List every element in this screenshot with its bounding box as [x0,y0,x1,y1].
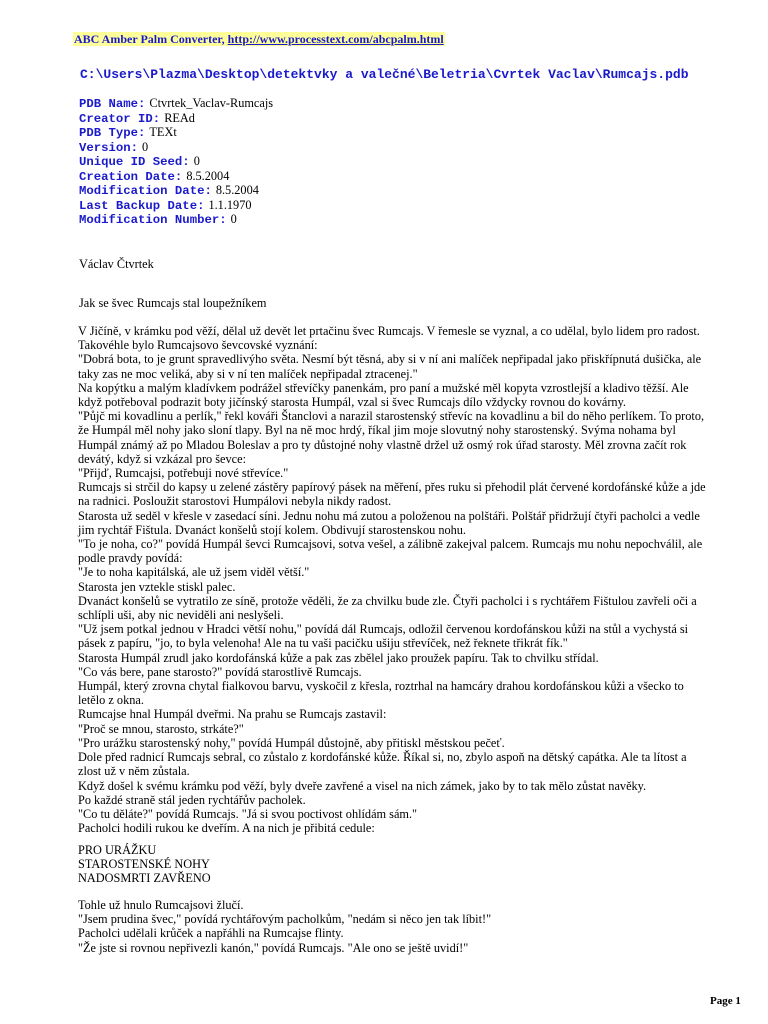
body-paragraph: Po každé straně stál jeden rychtářův pacholek. [78,792,306,807]
body-paragraph: Starosta Humpál zrudl jako kordofánská kůže a pak zas zbělel jako proužek papíru. Tak to chvilku střídal. [78,650,599,665]
metadata-label: Creation Date: [79,169,183,184]
metadata-row [79,183,273,198]
metadata-row [79,111,273,126]
body-paragraph: "Proč se mnou, starosto, strkáte?" [78,721,244,736]
metadata-row [79,125,273,140]
converter-banner [73,32,445,46]
metadata-label: Modification Date: [79,184,212,198]
body-paragraph: "Půjč mi kovadlinu a perlík," řekl kováři Štanclovi a narazil starostenský střevíc na kovadlinu a bil do něho perlíkem. To proto, že Humpál měl nohy jako sloní tlapy. Byl na ně moc hrdý, říkal jim moje slovutný nohy starostenský. Svýma nohama byl Humpál známý až po Mladou Boleslav a pro ty důstojné nohy vlastně držel už osmý rok úřad starosty. Měl zrovna začít rok devátý, když si vzkázal pro ševce: [78,409,705,466]
body-paragraph: "Už jsem potkal jednou v Hradci větší nohu," povídá dál Rumcajs, odložil červenou kordofánskou kůži na stůl a vychystá si pásek z papíru, "jo, to byla velenoha! Ale na tu vaši pacičku ušiju střevíček, než řeknete třikrát fík." [78,622,689,651]
metadata-label: Unique ID Seed: [79,155,190,169]
body-paragraph: "Dobrá bota, to je grunt spravedlivýho světa. Nesmí být těsná, aby si v ní ani malíček nepřipadal jako přiskřípnutá dušička, ale taky zas ne moc veliká, aby si v ní ten malíček nepřipadal ztracenej." [78,352,702,381]
body-paragraph: Rumcajs si strčil do kapsy u zelené zástěry papírový pásek na měření, přes ruku si přehodil plát červené kordofánské kůže a jde na radnici. Posloužit starostovi Humpálovi nebyla nikdy radost. [78,480,706,509]
converter-name: ABC Amber Palm Converter, [74,32,228,46]
metadata-value: Ctvrtek_Vaclav-Rumcajs [149,96,274,110]
body-paragraph: "Pro urážku starostenský nohy," povídá Humpál důstojně, aby přitiskl městskou pečeť. [78,735,505,750]
body-paragraph: Starosta už seděl v křesle v zasedací síni. Jednu nohu má zutou a položenou na polštáři. Polštář přidržují čtyři pacholci a vedle jim rychtář Fištula. Dvanáct konšelů stojí kolem. Obdivují starostenskou nohu. [78,508,700,537]
story-body [78,324,708,835]
file-path: C:\Users\Plazma\Desktop\detektvky a valečné\Beletria\Cvrtek Vaclav\Rumcajs.pdb [80,67,689,82]
body-paragraph: Takovéhle bylo Rumcajsovo ševcovské vyznání: [78,338,318,353]
pdb-metadata [79,96,273,227]
sign-line: STAROSTENSKÉ NOHY [78,857,210,871]
converter-link[interactable]: http://www.processtext.com/abcpalm.html [227,32,444,46]
body-paragraph: "To je noha, co?" povídá Humpál ševci Rumcajsovi, sotva vešel, a zálibně zakejval palcem. Rumcajs mu nohu nepochválil, ale podle pravdy povídá: [78,537,703,566]
body-paragraph: Humpál, který zrovna chytal fialkovou barvu, vyskočil z křesla, roztrhal na hamcáry drahou kordofánskou kůži a všecko to letělo z okna. [78,679,684,708]
metadata-label: PDB Name: [79,97,146,111]
metadata-row [79,198,273,213]
sign-line: NADOSMRTI ZAVŘENO [78,871,211,885]
body-paragraph: Na kopýtku a malým kladívkem podrážel střevíčky panenkám, pro paní a mužské měl kopyta vzrostlejší a kladivo těžší. Ale když potřeboval podrazit boty jičínský starosta Humpál, vzal si švec Rumcajs dílo vždycky rovnou do kovárny. [78,380,689,410]
body-paragraph: "Je to noha kapitálská, ale už jsem viděl větší." [78,565,310,580]
metadata-label: Modification Number: [79,213,227,227]
metadata-row [79,212,273,227]
sign-line: PRO URÁŽKU [78,843,157,857]
metadata-row [79,140,273,155]
body-paragraph: "Že jste si rovnou nepřivezli kanón," povídá Rumcajs. "Ale ono se ještě uvidí!" [78,940,469,955]
metadata-row [79,169,273,184]
metadata-value: REAd [164,110,195,125]
story-title: Jak se švec Rumcajs stal loupežníkem [79,296,267,310]
body-paragraph: Rumcajse hnal Humpál dveřmi. Na prahu se Rumcajs zastavil: [78,707,387,722]
metadata-value: 1.1.1970 [208,197,252,212]
metadata-label: PDB Type: [79,126,146,140]
body-paragraph: Pacholci hodili rukou ke dveřím. A na nich je přibitá cedule: [78,821,375,836]
page-number: Page 1 [710,995,741,1007]
metadata-value: 0 [230,212,237,226]
metadata-label: Version: [79,140,139,155]
metadata-value: 0 [193,154,200,168]
body-paragraph: Starosta jen vztekle stiskl palec. [78,579,236,594]
body-paragraph: Pacholci udělali krůček a napřáhli na Rumcajse flinty. [78,926,344,941]
author-name: Václav Čtvrtek [79,257,154,271]
body-paragraph: Dvanáct konšelů se vytratilo ze síně, protože věděli, že za chvilku bude zle. Čtyři pacholci i s rychtářem Fištulou zavřeli oči a schlípli uši, aby nic neviděli ani neslyšeli. [78,593,697,623]
body-paragraph: "Co tu děláte?" povídá Rumcajs. "Já si svou poctivost ohlídám sám." [78,806,418,821]
metadata-value: 8.5.2004 [186,168,230,183]
metadata-row [79,154,273,169]
metadata-value: 0 [142,139,149,154]
body-paragraph: V Jičíně, v krámku pod věží, dělal už devět let prtačinu švec Rumcajs. V řemesle se vyznal, a co udělal, bylo lidem pro radost. [78,324,700,338]
metadata-value: 8.5.2004 [215,183,259,197]
body-paragraph: Dole před radnicí Rumcajs sebral, co zůstalo z kordofánské kůže. Říkal si, no, zbylo aspoň na dětský capátka. Ale ta lítost a zlost už v něm zůstala. [78,750,687,779]
metadata-label: Creator ID: [79,111,161,126]
body-paragraph: Tohle už hnulo Rumcajsovi žlučí. [78,898,244,912]
metadata-label: Last Backup Date: [79,198,205,213]
body-paragraph: "Přijď, Rumcajsi, potřebuji nové střevíce." [78,466,289,481]
body-paragraph: Když došel k svému krámku pod věží, byly dveře zavřené a visel na nich zámek, jako by to tak mělo zůstat navěky. [78,778,647,793]
body-paragraph: "Jsem prudina švec," povídá rychtářovým pacholkům, "nedám si něco jen tak líbit!" [78,912,492,927]
body-paragraph: "Co vás bere, pane starosto?" povídá starostlivě Rumcajs. [78,664,362,679]
story-body-continued [78,898,708,955]
door-sign [78,843,211,885]
metadata-row [79,96,273,111]
metadata-value: TEXt [149,125,177,139]
